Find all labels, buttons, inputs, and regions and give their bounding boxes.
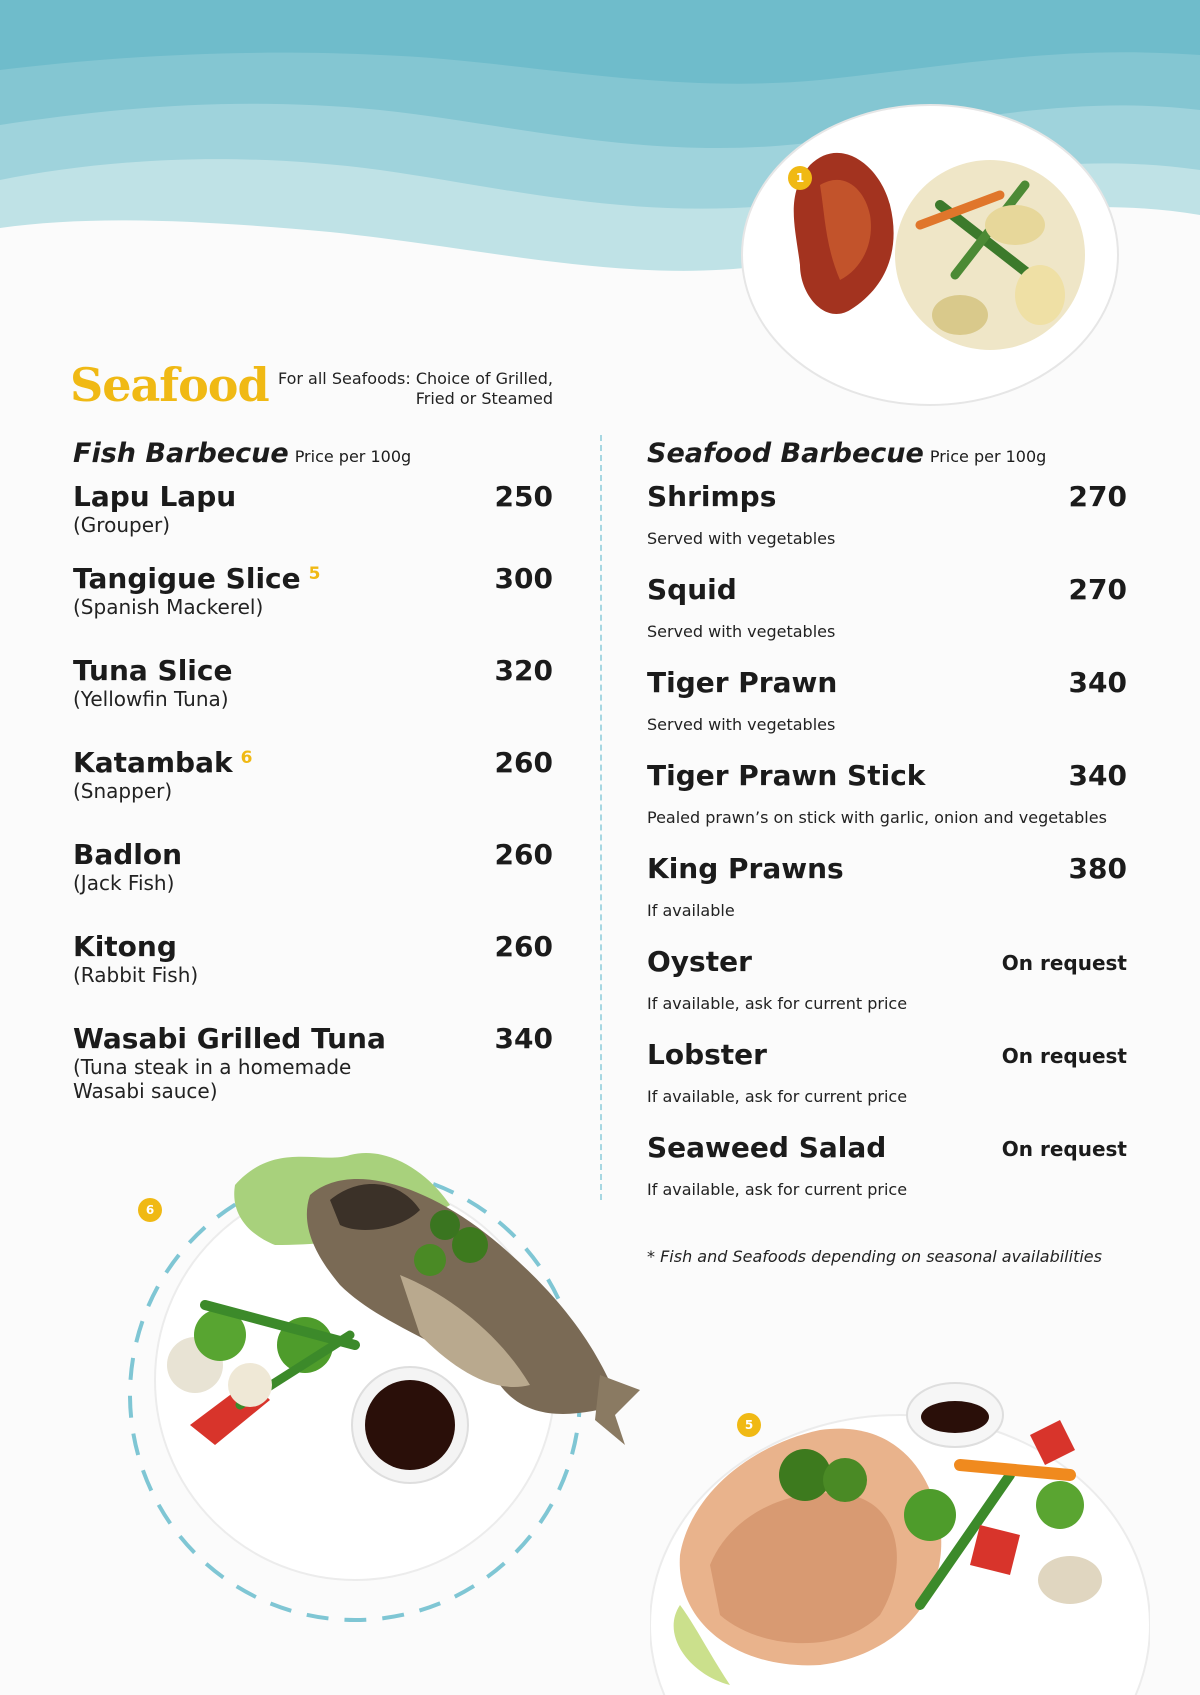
menu-item [647,666,1127,734]
item-name: Kitong [73,930,177,963]
photo-badge-5: 5 [737,1413,761,1437]
item-photo-ref: 6 [240,748,253,768]
menu-item [73,562,553,619]
item-desc: (Spanish Mackerel) [73,595,264,619]
item-name: Katambak $^6$ [73,746,253,779]
fish-barbecue-heading: Fish Barbecue [73,438,289,469]
menu-item [73,838,553,895]
item-price: 260 [494,930,553,963]
item-name: Tiger Prawn Stick [647,759,926,792]
item-price: On request [1001,951,1127,975]
item-desc: If available [647,901,735,920]
menu-item [647,573,1127,641]
menu-item [73,654,553,711]
item-price: 270 [1068,573,1127,606]
fish-barbecue-title [73,438,411,469]
menu-item [73,746,553,803]
item-name: Shrimps [647,480,777,513]
item-desc: (Snapper) [73,779,173,803]
item-name: Seaweed Salad [647,1131,887,1164]
tangigue-slice-plate-photo [650,1375,1150,1695]
item-desc: (Rabbit Fish) [73,963,199,987]
item-desc: (Jack Fish) [73,871,175,895]
item-price: 340 [1068,759,1127,792]
menu-item [647,945,1127,1013]
item-desc: (Yellowfin Tuna) [73,687,229,711]
item-price: 380 [1068,852,1127,885]
grilled-chicken-plate-photo [740,95,1120,410]
item-desc: If available, ask for current price [647,994,908,1013]
menu-item [73,480,553,537]
item-name: Squid [647,573,737,606]
item-desc: (Tuna steak in a homemade Wasabi sauce) [73,1055,352,1103]
menu-item [647,852,1127,920]
item-desc: Served with vegetables [647,529,836,548]
item-name: Tangigue Slice $^5$ [73,562,321,595]
item-photo-ref: 5 [308,564,321,584]
column-divider [600,435,602,1200]
menu-item [647,1038,1127,1106]
item-name: Lobster [647,1038,767,1071]
menu-item [647,1131,1127,1199]
seasonal-footnote: * Fish and Seafoods depending on seasonal availabilities [647,1247,1102,1266]
item-name: Tuna Slice [73,654,233,687]
photo-badge-1: 1 [788,166,812,190]
item-name: Wasabi Grilled Tuna [73,1022,386,1055]
brand-logo-seafood: Seafood [70,358,269,412]
grilled-fish-plate-photo [100,1125,660,1625]
seafood-barbecue-list [647,480,1127,1220]
item-name: Badlon [73,838,183,871]
menu-item [647,480,1127,548]
item-desc: Served with vegetables [647,622,836,641]
item-price: 250 [494,480,553,513]
menu-item [73,1022,553,1103]
item-price: 260 [494,746,553,779]
item-desc: Pealed prawn’s on stick with garlic, onion and vegetables [647,808,1107,827]
item-desc: (Grouper) [73,513,171,537]
seafood-barbecue-price-note: Price per 100g [929,447,1047,466]
item-price: 300 [494,562,553,595]
menu-item [73,930,553,987]
item-price: 270 [1068,480,1127,513]
photo-badge-6: 6 [138,1198,162,1222]
seafood-barbecue-heading: Seafood Barbecue [647,438,924,469]
item-desc: Served with vegetables [647,715,836,734]
menu-item [647,759,1127,827]
item-desc: If available, ask for current price [647,1087,908,1106]
item-price: 320 [494,654,553,687]
item-desc: If available, ask for current price [647,1180,908,1199]
item-name: Tiger Prawn [647,666,838,699]
cooking-choice-note: For all Seafoods: Choice of Grilled, Fried or Steamed [277,369,553,408]
item-price: 260 [494,838,553,871]
item-price: 340 [494,1022,553,1055]
seafood-barbecue-title [647,438,1046,469]
item-price: 340 [1068,666,1127,699]
item-name: Oyster [647,945,752,978]
item-price: On request [1001,1137,1127,1161]
item-name: King Prawns [647,852,844,885]
fish-barbecue-price-note: Price per 100g [294,447,412,466]
item-name: Lapu Lapu [73,480,237,513]
fish-barbecue-list [73,480,553,1120]
item-price: On request [1001,1044,1127,1068]
